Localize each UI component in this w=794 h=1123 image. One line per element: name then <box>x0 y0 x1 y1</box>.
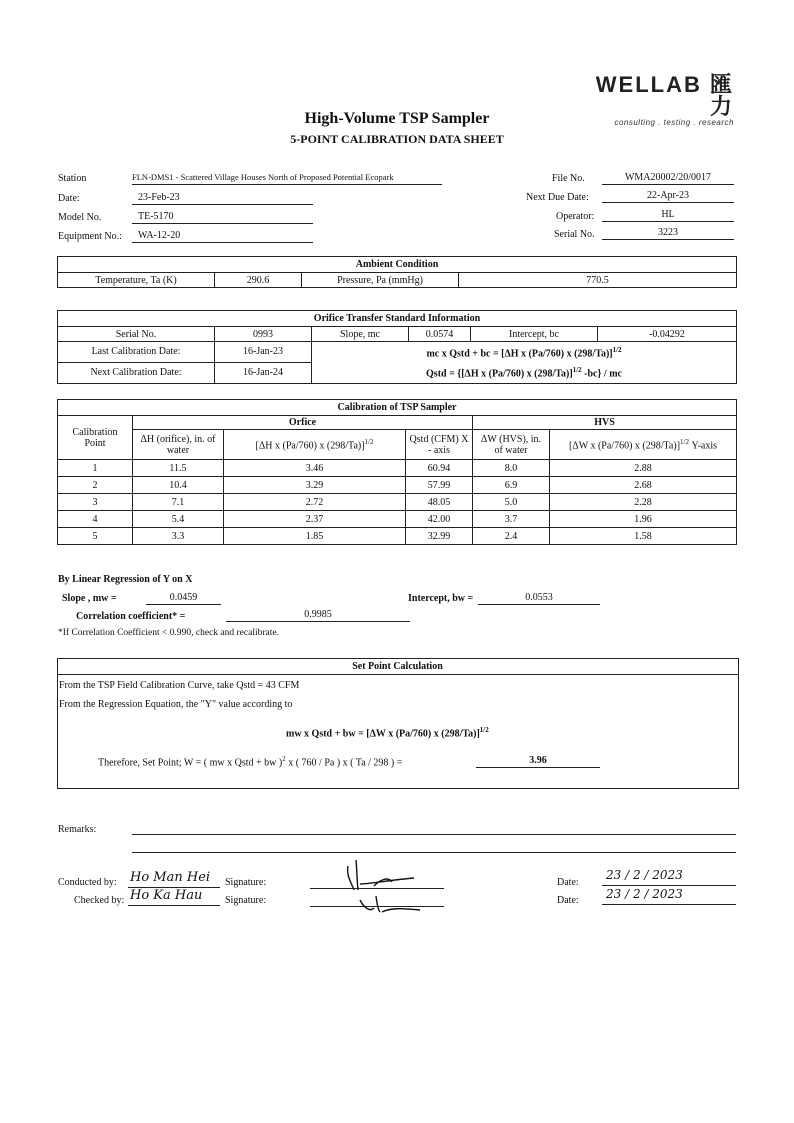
orifice-table <box>57 310 737 384</box>
regression-intercept-label: Intercept, bw = <box>408 593 474 604</box>
regression-title: By Linear Regression of Y on X <box>58 574 193 585</box>
col-dh: ΔH (orifice), in. of water <box>133 430 224 460</box>
orifice-serial-label: Serial No. <box>58 327 215 342</box>
cell-dh-calc: 1.85 <box>224 528 406 545</box>
cell-dw-calc: 2.28 <box>550 494 737 511</box>
orifice-slope-value: 0.0574 <box>409 327 471 342</box>
conducted-label: Conducted by: <box>58 877 117 888</box>
operator-label: Operator: <box>556 211 595 222</box>
cell-dh: 3.3 <box>133 528 224 545</box>
page-subtitle: 5-POINT CALIBRATION DATA SHEET <box>290 132 504 146</box>
table-row <box>58 477 737 494</box>
station-label: Station <box>58 173 87 184</box>
setpoint-line2: From the Regression Equation, the "Y" value according to <box>59 699 293 710</box>
orifice-intercept-value: -0.04292 <box>598 327 737 342</box>
cell-qstd: 32.99 <box>406 528 473 545</box>
cell-point: 3 <box>58 494 133 511</box>
equipment-value: WA-12-20 <box>132 229 313 243</box>
next-due-label: Next Due Date: <box>526 192 589 203</box>
next-cal-label: Next Calibration Date: <box>58 362 215 383</box>
setpoint-equation: mw x Qstd + bw = [ΔW x (Pa/760) x (298/Ta)]$^{1/2}$ <box>286 726 489 740</box>
cell-dw: 8.0 <box>473 460 550 477</box>
regression-slope-value: 0.0459 <box>146 591 221 605</box>
orifice-group: Orfice <box>133 416 473 430</box>
conducted-signature-text: Ho Man Hei <box>130 870 211 885</box>
col-dh-calc: [ΔH x (Pa/760) x (298/Ta)]$^{1/2}$ <box>224 430 406 460</box>
setpoint-therefore: Therefore, Set Point; W = ( mw x Qstd + bw )$^2$ x ( 760 / Pa ) x ( Ta / 298 ) = <box>98 755 403 769</box>
model-label: Model No. <box>58 212 102 223</box>
hvs-group: HVS <box>473 416 737 430</box>
logo-wordmark: WELLAB 匯力 <box>595 72 734 119</box>
regression-note: *If Correlation Coefficient < 0.990, check and recalibrate. <box>58 628 279 638</box>
col-dw-calc: [ΔW x (Pa/760) x (298/Ta)]$^{1/2}$ Y-axis <box>550 430 737 460</box>
checked-label: Checked by: <box>74 895 125 906</box>
col-qstd: Qstd (CFM) X - axis <box>406 430 473 460</box>
setpoint-box <box>57 658 739 789</box>
calibration-table <box>57 399 737 545</box>
remarks-line-2 <box>132 852 736 853</box>
date2-label: Date: <box>557 895 579 906</box>
cell-dw-calc: 1.96 <box>550 511 737 528</box>
cell-dh-calc: 3.29 <box>224 477 406 494</box>
cell-dw-calc: 2.88 <box>550 460 737 477</box>
file-label: File No. <box>552 173 585 184</box>
setpoint-divider <box>57 674 738 675</box>
ambient-title: Ambient Condition <box>58 257 737 273</box>
orifice-eq1: mc x Qstd + bc = [ΔH x (Pa/760) x (298/Ta)]$^{1/2}$ <box>426 346 622 360</box>
regression-corr-label: Correlation coefficient* = <box>76 611 186 622</box>
orifice-slope-label: Slope, mc <box>312 327 409 342</box>
cell-dh-calc: 2.72 <box>224 494 406 511</box>
cell-dw-calc: 1.58 <box>550 528 737 545</box>
cell-point: 4 <box>58 511 133 528</box>
calibration-title: Calibration of TSP Sampler <box>58 400 737 416</box>
regression-corr-value: 0.9985 <box>226 608 410 622</box>
setpoint-result: 3.96 <box>476 754 600 768</box>
remarks-line-1 <box>132 834 736 835</box>
cell-dh-calc: 2.37 <box>224 511 406 528</box>
cell-dw: 6.9 <box>473 477 550 494</box>
serial-value: 3223 <box>602 226 734 240</box>
orifice-equations <box>312 342 737 384</box>
file-value: WMA20002/20/0017 <box>602 171 734 185</box>
ambient-temp-value: 290.6 <box>215 273 302 288</box>
cell-dh: 7.1 <box>133 494 224 511</box>
cell-dh: 11.5 <box>133 460 224 477</box>
serial-label: Serial No. <box>554 229 595 240</box>
cell-qstd: 48.05 <box>406 494 473 511</box>
ambient-pressure-label: Pressure, Pa (mmHg) <box>302 273 459 288</box>
regression-intercept-value: 0.0553 <box>478 591 600 605</box>
date1-label: Date: <box>557 877 579 888</box>
station-value: FLN-DMS1 - Scattered Village Houses North of Proposed Potential Ecopark <box>132 171 442 185</box>
setpoint-title: Set Point Calculation <box>352 661 443 672</box>
setpoint-line1: From the TSP Field Calibration Curve, take Qstd = 43 CFM <box>59 680 300 691</box>
signature-line-1 <box>310 888 444 889</box>
next-cal-value: 16-Jan-24 <box>215 362 312 383</box>
table-row <box>58 494 737 511</box>
cell-dw: 5.0 <box>473 494 550 511</box>
checked-line <box>128 905 220 906</box>
cell-dw: 3.7 <box>473 511 550 528</box>
remarks-label: Remarks: <box>58 824 97 835</box>
checked-signature-text: Ho Ka Hau <box>130 888 203 903</box>
table-row <box>58 511 737 528</box>
handwritten-signature-1 <box>330 856 430 916</box>
table-row <box>58 460 737 477</box>
orifice-intercept-label: Intercept, bc <box>471 327 598 342</box>
orifice-eq2: Qstd = {[ΔH x (Pa/760) x (298/Ta)]$^{1/2}$ -bc} / mc <box>426 366 622 380</box>
regression-slope-label: Slope , mw = <box>62 593 117 604</box>
cell-dh: 5.4 <box>133 511 224 528</box>
logo-tagline: consulting . testing . research <box>614 118 734 127</box>
cell-dh-calc: 3.46 <box>224 460 406 477</box>
last-cal-label: Last Calibration Date: <box>58 342 215 363</box>
cell-point: 2 <box>58 477 133 494</box>
cell-qstd: 57.99 <box>406 477 473 494</box>
cell-dw-calc: 2.68 <box>550 477 737 494</box>
date-label: Date: <box>58 193 80 204</box>
cell-dh: 10.4 <box>133 477 224 494</box>
cell-point: 1 <box>58 460 133 477</box>
conducted-signature-label: Signature: <box>225 877 267 888</box>
operator-value: HL <box>602 208 734 222</box>
next-due-value: 22-Apr-23 <box>602 189 734 203</box>
ambient-table <box>57 256 737 288</box>
date1-handwritten: 23 / 2 / 2023 <box>606 868 683 882</box>
cell-qstd: 60.94 <box>406 460 473 477</box>
col-point: Calibration Point <box>58 416 133 460</box>
equipment-label: Equipment No.: <box>58 231 122 242</box>
ambient-temp-label: Temperature, Ta (K) <box>58 273 215 288</box>
orifice-title: Orifice Transfer Standard Information <box>58 311 737 327</box>
col-dw: ΔW (HVS), in. of water <box>473 430 550 460</box>
model-value: TE-5170 <box>132 210 313 224</box>
signature-line-2 <box>310 906 444 907</box>
last-cal-value: 16-Jan-23 <box>215 342 312 363</box>
date2-line <box>602 904 736 905</box>
ambient-pressure-value: 770.5 <box>459 273 737 288</box>
checked-signature-label: Signature: <box>225 895 267 906</box>
cell-dw: 2.4 <box>473 528 550 545</box>
page-title: High-Volume TSP Sampler <box>304 110 490 127</box>
cell-qstd: 42.00 <box>406 511 473 528</box>
date1-line <box>602 885 736 886</box>
cell-point: 5 <box>58 528 133 545</box>
date-value: 23-Feb-23 <box>132 191 313 205</box>
orifice-serial-value: 0993 <box>215 327 312 342</box>
date2-handwritten: 23 / 2 / 2023 <box>606 887 683 901</box>
table-row <box>58 528 737 545</box>
